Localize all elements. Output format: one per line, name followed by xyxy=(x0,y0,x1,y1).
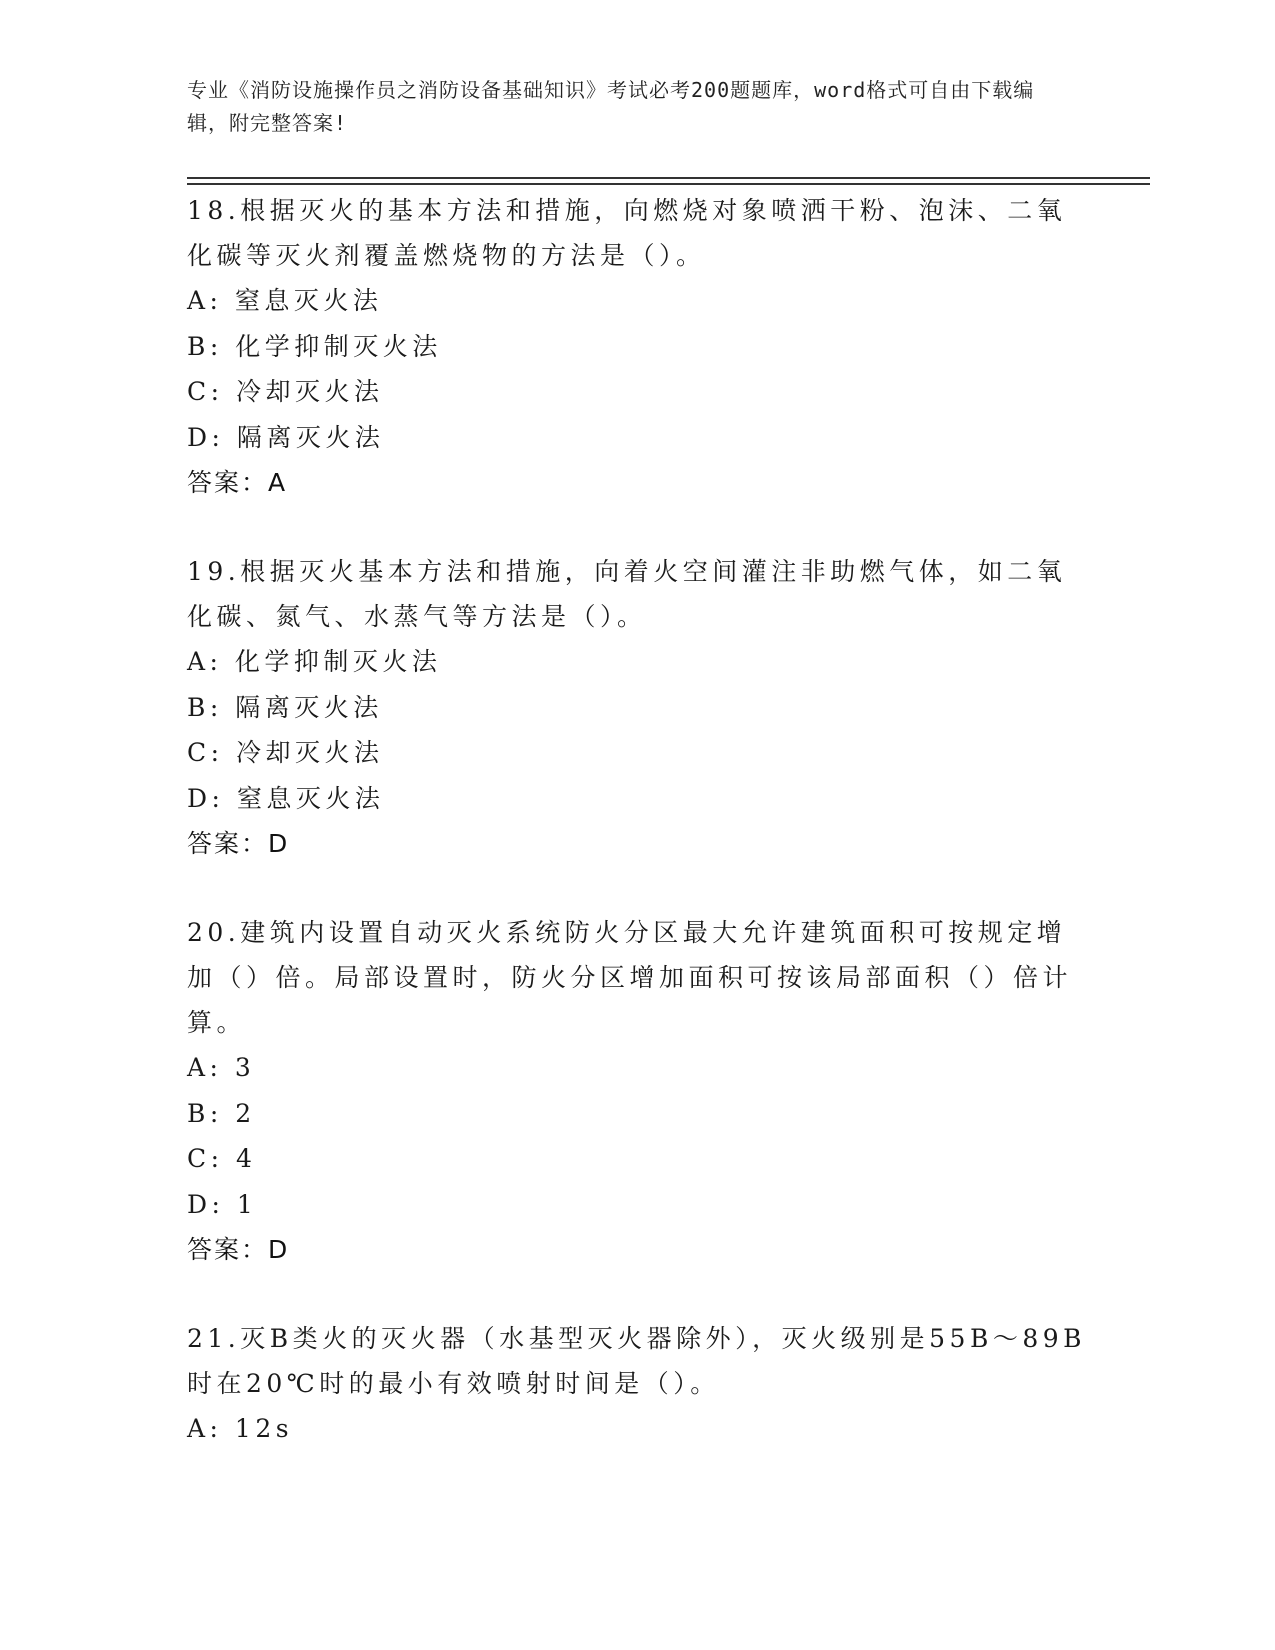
option-a: A: 3 xyxy=(187,1053,256,1082)
question-18 xyxy=(187,188,1087,505)
answer-label: 答案：D xyxy=(187,1235,290,1264)
option-c: C: 冷却灭火法 xyxy=(187,377,384,406)
question-20 xyxy=(187,910,1087,1272)
option-a: A: 化学抑制灭火法 xyxy=(187,647,442,676)
header-divider-bottom xyxy=(187,183,1150,185)
option-b: B: 2 xyxy=(187,1098,256,1128)
option-c: C: 4 xyxy=(187,1144,257,1173)
question-stem: 19.根据灭火基本方法和措施，向着火空间灌注非助燃气体，如二氧化碳、氮气、水蒸气等方法是（）。 xyxy=(187,557,1067,631)
option-a: A: 12s xyxy=(187,1414,294,1443)
option-c: C: 冷却灭火法 xyxy=(187,738,384,767)
question-stem: 20.建筑内设置自动灭火系统防火分区最大允许建筑面积可按规定增加（）倍。局部设置时，防火分区增加面积可按该局部面积（）倍计算。 xyxy=(187,918,1073,1037)
answer-label: 答案：A xyxy=(187,468,288,497)
question-stem: 21.灭B类火的灭火器（水基型灭火器除外），灭火级别是55B～89B时在20℃时的最小有效喷射时间是（）。 xyxy=(187,1324,1086,1398)
document-header: 专业《消防设施操作员之消防设备基础知识》考试必考200题题库，word格式可自由下载编辑，附完整答案! xyxy=(187,78,1035,135)
question-list xyxy=(187,188,1087,1496)
question-21 xyxy=(187,1316,1087,1452)
header-divider-top xyxy=(187,177,1150,179)
question-19 xyxy=(187,549,1087,866)
option-d: D: 窒息灭火法 xyxy=(187,783,385,813)
option-d: D: 隔离灭火法 xyxy=(187,422,385,452)
option-b: B: 化学抑制灭火法 xyxy=(187,331,442,361)
option-b: B: 隔离灭火法 xyxy=(187,692,383,722)
option-a: A: 窒息灭火法 xyxy=(187,286,383,315)
question-stem: 18.根据灭火的基本方法和措施，向燃烧对象喷洒干粉、泡沫、二氧化碳等灭火剂覆盖燃烧物的方法是（）。 xyxy=(187,196,1067,270)
answer-label: 答案：D xyxy=(187,829,290,858)
option-d: D: 1 xyxy=(187,1189,258,1219)
